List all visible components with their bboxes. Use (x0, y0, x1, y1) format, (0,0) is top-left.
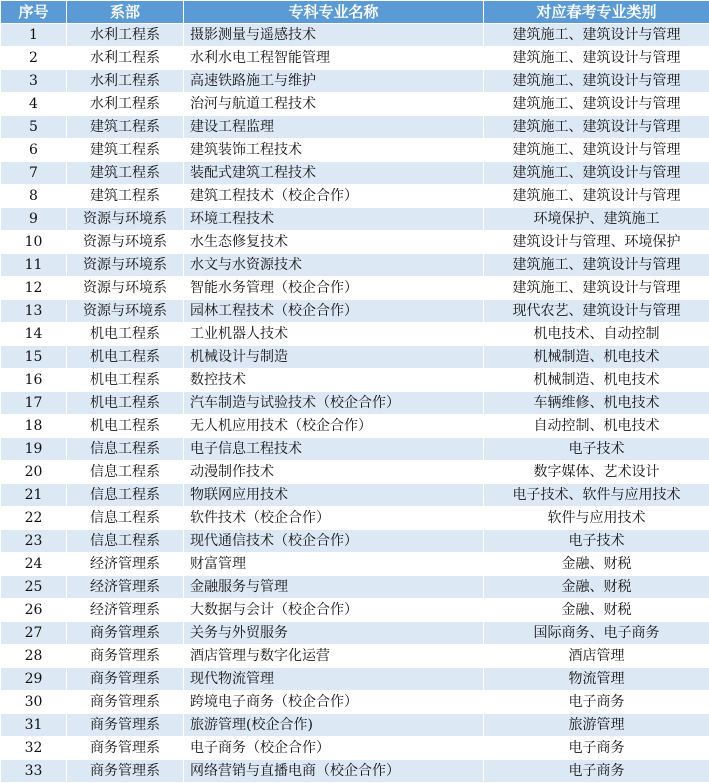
row-major-name: 汽车制造与试验技术（校企合作） (184, 392, 484, 415)
row-major-name: 现代物流管理 (184, 668, 484, 691)
row-index: 18 (1, 415, 67, 438)
table-row (1, 162, 709, 185)
row-department: 建筑工程系 (67, 139, 184, 162)
row-department: 资源与环境系 (67, 300, 184, 323)
row-index: 3 (1, 70, 67, 93)
row-index: 13 (1, 300, 67, 323)
row-major-name: 治河与航道工程技术 (184, 93, 484, 116)
row-major-name: 数控技术 (184, 369, 484, 392)
row-major-name: 关务与外贸服务 (184, 622, 484, 645)
table-row (1, 507, 709, 530)
row-department: 水利工程系 (67, 70, 184, 93)
row-index: 20 (1, 461, 67, 484)
row-exam-category: 建筑施工、建筑设计与管理 (484, 254, 709, 277)
row-exam-category: 环境保护、建筑施工 (484, 208, 709, 231)
row-exam-category: 电子商务 (484, 760, 709, 783)
row-index: 14 (1, 323, 67, 346)
table-row (1, 530, 709, 553)
row-major-name: 装配式建筑工程技术 (184, 162, 484, 185)
row-exam-category: 电子技术 (484, 530, 709, 553)
row-index: 9 (1, 208, 67, 231)
row-index: 8 (1, 185, 67, 208)
row-department: 机电工程系 (67, 346, 184, 369)
row-exam-category: 旅游管理 (484, 714, 709, 737)
row-department: 商务管理系 (67, 714, 184, 737)
row-exam-category: 金融、财税 (484, 576, 709, 599)
table-row (1, 392, 709, 415)
row-exam-category: 金融、财税 (484, 599, 709, 622)
row-major-name: 工业机器人技术 (184, 323, 484, 346)
row-index: 25 (1, 576, 67, 599)
row-department: 经济管理系 (67, 599, 184, 622)
table-row (1, 760, 709, 783)
row-index: 17 (1, 392, 67, 415)
row-department: 信息工程系 (67, 484, 184, 507)
table-row (1, 737, 709, 760)
row-major-name: 大数据与会计（校企合作） (184, 599, 484, 622)
row-index: 21 (1, 484, 67, 507)
row-major-name: 物联网应用技术 (184, 484, 484, 507)
row-major-name: 建筑装饰工程技术 (184, 139, 484, 162)
header-index: 序号 (1, 1, 67, 24)
row-index: 12 (1, 277, 67, 300)
row-major-name: 电子商务（校企合作） (184, 737, 484, 760)
row-index: 24 (1, 553, 67, 576)
row-index: 30 (1, 691, 67, 714)
row-index: 1 (1, 24, 67, 47)
row-department: 经济管理系 (67, 553, 184, 576)
row-exam-category: 电子技术 (484, 438, 709, 461)
row-department: 建筑工程系 (67, 162, 184, 185)
table-row (1, 645, 709, 668)
row-exam-category: 机械制造、机电技术 (484, 369, 709, 392)
table-row (1, 438, 709, 461)
row-exam-category: 建筑施工、建筑设计与管理 (484, 70, 709, 93)
row-major-name: 软件技术（校企合作） (184, 507, 484, 530)
header-department: 系部 (67, 1, 184, 24)
row-exam-category: 建筑施工、建筑设计与管理 (484, 93, 709, 116)
row-exam-category: 酒店管理 (484, 645, 709, 668)
row-exam-category: 建筑施工、建筑设计与管理 (484, 139, 709, 162)
row-exam-category: 建筑施工、建筑设计与管理 (484, 24, 709, 47)
row-index: 33 (1, 760, 67, 783)
table-row (1, 346, 709, 369)
table-row (1, 369, 709, 392)
row-department: 信息工程系 (67, 507, 184, 530)
row-major-name: 无人机应用技术（校企合作） (184, 415, 484, 438)
row-major-name: 金融服务与管理 (184, 576, 484, 599)
row-index: 15 (1, 346, 67, 369)
row-index: 7 (1, 162, 67, 185)
row-major-name: 旅游管理(校企合作) (184, 714, 484, 737)
table-row (1, 208, 709, 231)
row-major-name: 建筑工程技术（校企合作） (184, 185, 484, 208)
table-row (1, 231, 709, 254)
row-index: 27 (1, 622, 67, 645)
row-exam-category: 金融、财税 (484, 553, 709, 576)
row-index: 31 (1, 714, 67, 737)
table-row (1, 323, 709, 346)
row-department: 资源与环境系 (67, 208, 184, 231)
row-index: 2 (1, 47, 67, 70)
row-major-name: 财富管理 (184, 553, 484, 576)
row-index: 28 (1, 645, 67, 668)
row-department: 建筑工程系 (67, 185, 184, 208)
row-exam-category: 软件与应用技术 (484, 507, 709, 530)
row-department: 机电工程系 (67, 392, 184, 415)
table-row (1, 139, 709, 162)
row-department: 机电工程系 (67, 323, 184, 346)
table-row (1, 484, 709, 507)
row-exam-category: 建筑设计与管理、环境保护 (484, 231, 709, 254)
row-major-name: 园林工程技术（校企合作） (184, 300, 484, 323)
row-exam-category: 电子技术、软件与应用技术 (484, 484, 709, 507)
row-index: 29 (1, 668, 67, 691)
row-major-name: 摄影测量与遥感技术 (184, 24, 484, 47)
table-row (1, 714, 709, 737)
row-major-name: 水生态修复技术 (184, 231, 484, 254)
row-exam-category: 电子商务 (484, 691, 709, 714)
row-exam-category: 机电技术、自动控制 (484, 323, 709, 346)
row-department: 机电工程系 (67, 415, 184, 438)
row-index: 5 (1, 116, 67, 139)
row-major-name: 高速铁路施工与维护 (184, 70, 484, 93)
row-department: 商务管理系 (67, 668, 184, 691)
row-index: 10 (1, 231, 67, 254)
row-index: 22 (1, 507, 67, 530)
row-department: 水利工程系 (67, 47, 184, 70)
table-row (1, 93, 709, 116)
row-department: 水利工程系 (67, 24, 184, 47)
row-major-name: 酒店管理与数字化运营 (184, 645, 484, 668)
row-index: 16 (1, 369, 67, 392)
row-department: 信息工程系 (67, 530, 184, 553)
row-major-name: 跨境电子商务（校企合作） (184, 691, 484, 714)
row-index: 11 (1, 254, 67, 277)
row-department: 商务管理系 (67, 622, 184, 645)
row-major-name: 建设工程监理 (184, 116, 484, 139)
header-major-name: 专科专业名称 (184, 1, 484, 24)
table-row (1, 300, 709, 323)
table-row (1, 461, 709, 484)
row-exam-category: 建筑施工、建筑设计与管理 (484, 116, 709, 139)
table-row (1, 277, 709, 300)
row-major-name: 水文与水资源技术 (184, 254, 484, 277)
row-department: 商务管理系 (67, 760, 184, 783)
row-major-name: 智能水务管理（校企合作） (184, 277, 484, 300)
row-department: 建筑工程系 (67, 116, 184, 139)
row-department: 资源与环境系 (67, 231, 184, 254)
row-major-name: 网络营销与直播电商（校企合作） (184, 760, 484, 783)
row-exam-category: 建筑施工、建筑设计与管理 (484, 277, 709, 300)
table-row (1, 599, 709, 622)
row-index: 19 (1, 438, 67, 461)
table-row (1, 24, 709, 47)
table-row (1, 576, 709, 599)
row-department: 商务管理系 (67, 691, 184, 714)
row-department: 商务管理系 (67, 737, 184, 760)
header-exam-category: 对应春考专业类别 (484, 1, 709, 24)
row-index: 6 (1, 139, 67, 162)
row-exam-category: 国际商务、电子商务 (484, 622, 709, 645)
row-index: 23 (1, 530, 67, 553)
row-department: 机电工程系 (67, 369, 184, 392)
row-department: 水利工程系 (67, 93, 184, 116)
row-index: 26 (1, 599, 67, 622)
row-department: 商务管理系 (67, 645, 184, 668)
table-body (1, 24, 709, 783)
table-row (1, 553, 709, 576)
row-exam-category: 建筑施工、建筑设计与管理 (484, 185, 709, 208)
table-row (1, 668, 709, 691)
row-exam-category: 数字媒体、艺术设计 (484, 461, 709, 484)
row-major-name: 动漫制作技术 (184, 461, 484, 484)
row-department: 资源与环境系 (67, 277, 184, 300)
row-department: 信息工程系 (67, 438, 184, 461)
table-row (1, 622, 709, 645)
row-exam-category: 现代农艺、建筑设计与管理 (484, 300, 709, 323)
header-row (1, 1, 709, 24)
row-major-name: 环境工程技术 (184, 208, 484, 231)
row-exam-category: 机械制造、机电技术 (484, 346, 709, 369)
row-major-name: 现代通信技术（校企合作） (184, 530, 484, 553)
row-major-name: 机械设计与制造 (184, 346, 484, 369)
table-row (1, 116, 709, 139)
row-exam-category: 建筑施工、建筑设计与管理 (484, 47, 709, 70)
row-major-name: 电子信息工程技术 (184, 438, 484, 461)
table-row (1, 47, 709, 70)
row-exam-category: 自动控制、机电技术 (484, 415, 709, 438)
row-index: 32 (1, 737, 67, 760)
table-row (1, 254, 709, 277)
row-department: 资源与环境系 (67, 254, 184, 277)
table-row (1, 691, 709, 714)
row-department: 经济管理系 (67, 576, 184, 599)
row-major-name: 水利水电工程智能管理 (184, 47, 484, 70)
row-index: 4 (1, 93, 67, 116)
row-exam-category: 电子商务 (484, 737, 709, 760)
table-row (1, 70, 709, 93)
row-department: 信息工程系 (67, 461, 184, 484)
row-exam-category: 建筑施工、建筑设计与管理 (484, 162, 709, 185)
row-exam-category: 车辆维修、机电技术 (484, 392, 709, 415)
row-exam-category: 物流管理 (484, 668, 709, 691)
table-row (1, 415, 709, 438)
table-row (1, 185, 709, 208)
